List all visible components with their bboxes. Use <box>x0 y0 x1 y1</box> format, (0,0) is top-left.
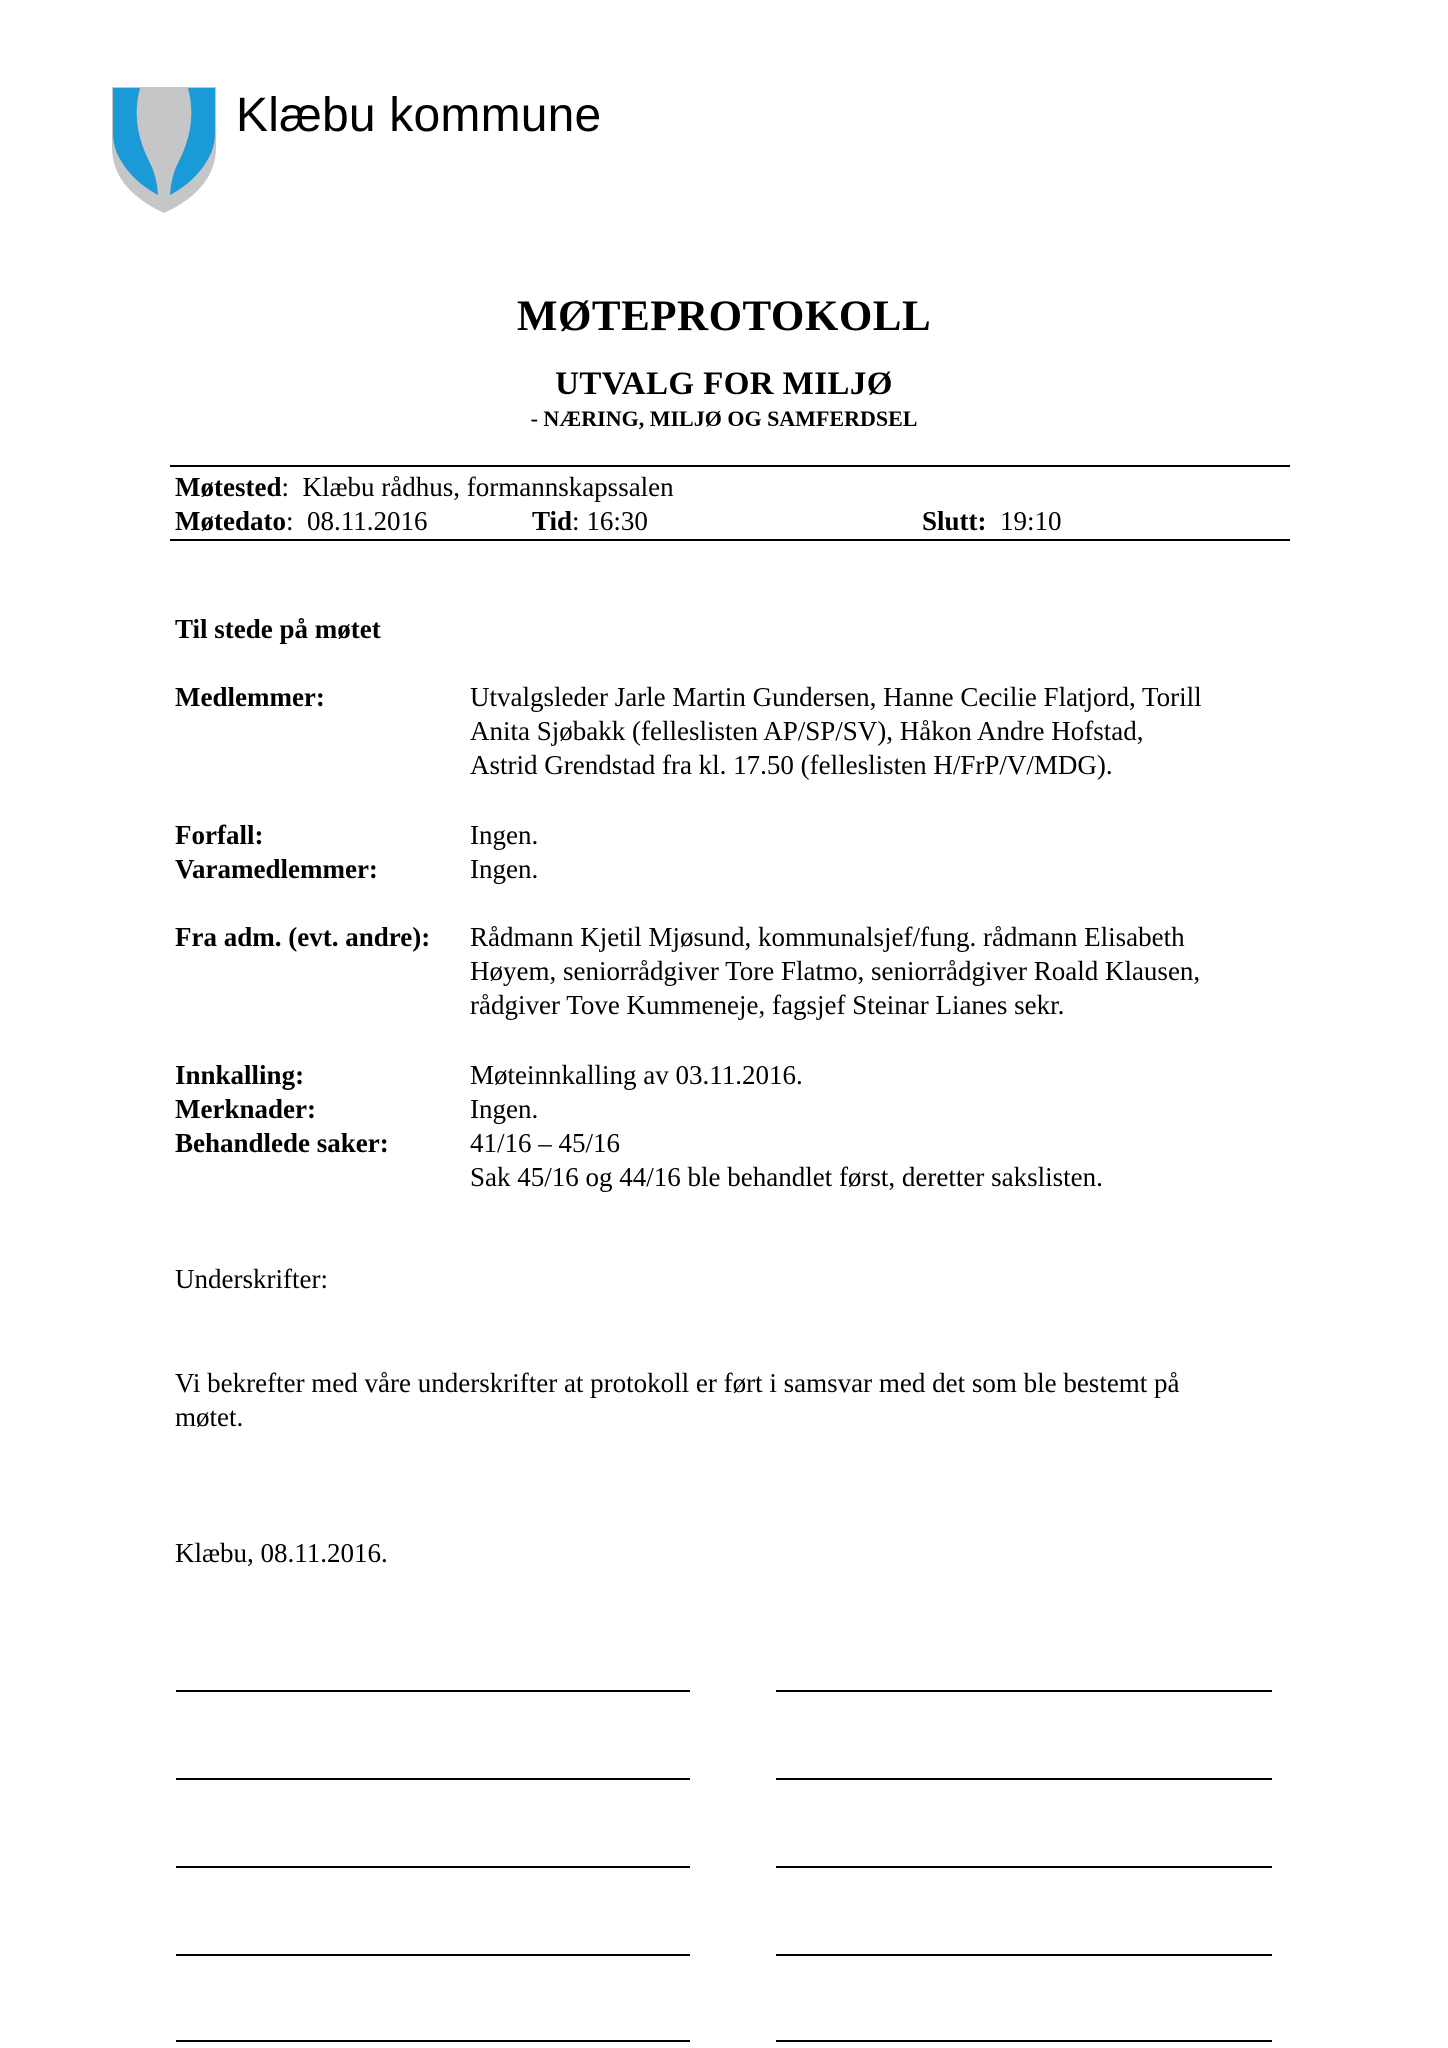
members-line: Astrid Grendstad fra kl. 17.50 (felleslisten H/FrP/V/MDG). <box>470 750 1113 780</box>
place-date: Klæbu, 08.11.2016. <box>175 1538 388 1568</box>
admin-line: rådgiver Tove Kummeneje, fagsjef Steinar Lianes sekr. <box>470 990 1065 1020</box>
cases-note: Sak 45/16 og 44/16 ble behandlet først, deretter sakslisten. <box>470 1162 1103 1192</box>
notice-label: Innkalling: <box>175 1060 305 1090</box>
deputies-value: Ingen. <box>470 854 539 884</box>
meeting-time-label: Tid <box>532 506 573 536</box>
signature-line <box>776 1866 1272 1868</box>
meeting-time-group: Tid: 16:30 <box>532 506 648 536</box>
deputies-label: Varamedlemmer: <box>175 854 378 884</box>
members-label: Medlemmer: <box>175 682 325 712</box>
meeting-place-value: Klæbu rådhus, formannskapssalen <box>302 472 674 502</box>
coat-of-arms-shield-icon <box>110 85 218 215</box>
signature-line <box>776 1954 1272 1956</box>
cases-value: 41/16 – 45/16 <box>470 1128 621 1158</box>
admin-line: Høyem, seniorrådgiver Tore Flatmo, seniorrådgiver Roald Klausen, <box>470 956 1201 986</box>
signature-line <box>176 1954 690 1956</box>
meeting-end-label: Slutt: <box>922 506 987 536</box>
signature-line <box>176 1778 690 1780</box>
absent-value: Ingen. <box>470 820 539 850</box>
admin-label: Fra adm. (evt. andre): <box>175 922 431 952</box>
signature-line <box>776 1690 1272 1692</box>
meeting-end-group <box>922 504 1062 538</box>
confirmation-line: møtet. <box>175 1402 244 1432</box>
signature-line <box>776 1778 1272 1780</box>
meeting-date-value: 08.11.2016 <box>306 506 428 536</box>
notice-value: Møteinnkalling av 03.11.2016. <box>470 1060 803 1090</box>
confirmation-line: Vi bekrefter med våre underskrifter at protokoll er ført i samsvar med det som ble bestemt på <box>175 1368 1180 1398</box>
document-title: MØTEPROTOKOLL <box>516 293 932 340</box>
divider-top <box>170 465 1290 467</box>
signature-line <box>176 1690 690 1692</box>
signature-line <box>176 1866 690 1868</box>
signature-line <box>176 2040 690 2042</box>
members-line: Anita Sjøbakk (felleslisten AP/SP/SV), Håkon Andre Hofstad, <box>470 716 1144 746</box>
cases-label: Behandlede saker: <box>175 1128 389 1158</box>
meeting-time-value: 16:30 <box>586 506 648 536</box>
members-line: Utvalgsleder Jarle Martin Gundersen, Hanne Cecilie Flatjord, Torill <box>470 682 1202 712</box>
signatures-heading: Underskrifter: <box>175 1264 328 1294</box>
attendance-heading: Til stede på møtet <box>175 614 381 644</box>
meeting-date-row: Møtedato: 08.11.2016 <box>175 506 428 536</box>
municipality-name: Klæbu kommune <box>236 89 602 142</box>
committee-name: UTVALG FOR MILJØ <box>555 366 893 402</box>
remarks-value: Ingen. <box>470 1094 539 1124</box>
meeting-date-label: Møtedato <box>175 506 286 536</box>
divider-bottom <box>170 539 1290 541</box>
signature-line <box>776 2040 1272 2042</box>
admin-line: Rådmann Kjetil Mjøsund, kommunalsjef/fung. rådmann Elisabeth <box>470 922 1185 952</box>
meeting-place-label: Møtested <box>175 472 282 502</box>
meeting-place-row: Møtested: Klæbu rådhus, formannskapssalen <box>175 472 674 502</box>
absent-label: Forfall: <box>175 820 264 850</box>
committee-subtitle: - NÆRING, MILJØ OG SAMFERDSEL <box>530 406 918 431</box>
meeting-end-value: 19:10 <box>1000 506 1062 536</box>
remarks-label: Merknader: <box>175 1094 316 1124</box>
